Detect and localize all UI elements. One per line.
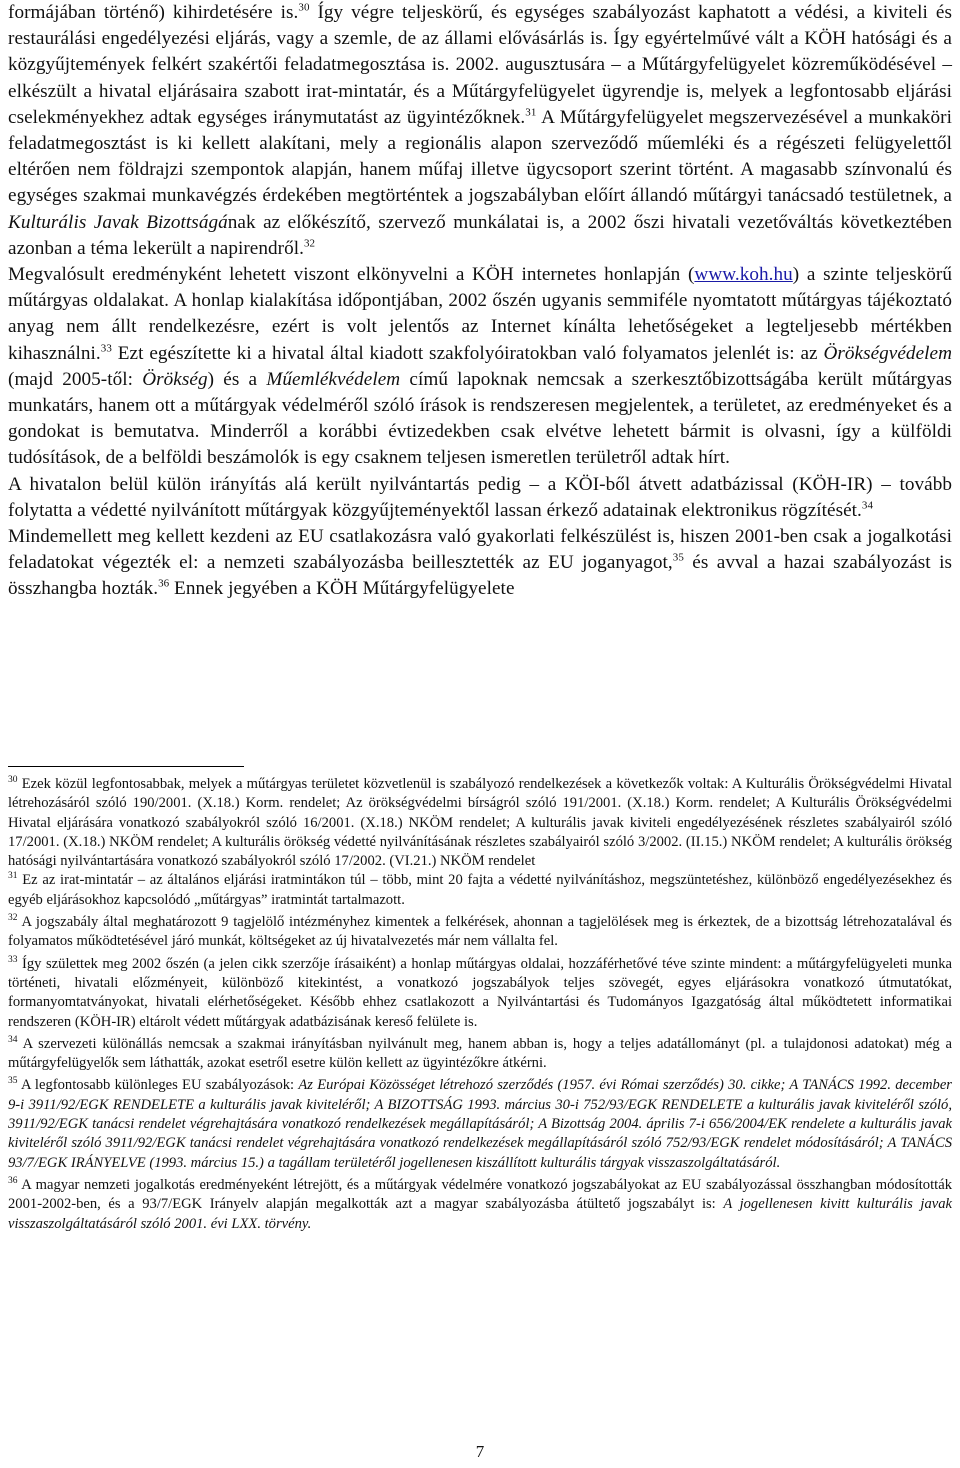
text-run: ) a szinte teljeskörű műtárgyas oldalakat. A honlap kialakítása időpontjában, 2002 őszén ugyanis semmiféle nyomtatott műtárgyas tájékoztató anyag nem állt rendelkezésre, ezért is volt jelentős az Internet kínálta lehetőségeket a legteljesebb mértékben kihasználni. bbox=[8, 264, 952, 364]
emphasis: Kulturális Javak Bizottságá bbox=[8, 211, 228, 233]
text-run: Ezt egészítette ki a hivatal által kiadott szakfolyóiratokban való folyamatos jelenlét is: az bbox=[111, 342, 824, 364]
footnote-number: 32 bbox=[8, 913, 18, 924]
emphasis: Örökségvédelem bbox=[823, 342, 952, 364]
text-run: A hivatalon belül külön irányítás alá került nyilvántartás pedig – a KÖI-ből átvett adatbázissal (KÖH-IR) – tovább folytatta a védetté nyilvánított műtárgyak közgyűjteményektől lassan érkező adatainak elektronikus rögzítését. bbox=[8, 473, 952, 521]
footnote bbox=[8, 1035, 952, 1074]
footnote-text-italic: A jogellenesen kivitt kulturális javak visszaszolgáltatásáról szóló 2001. évi LXX. törvény. bbox=[8, 1196, 953, 1232]
footnote bbox=[8, 913, 952, 952]
footnote-text: Ez az irat-mintatár – az általános eljárási iratmintákon túl – több, mint 20 fajta a védetté nyilvánításhoz, megszüntetéshez, különböző engedélyezésekhez és egyéb eljárásokhoz kapcsolódó „műtárgyas” iratmintát tartalmazott. bbox=[8, 872, 952, 908]
footnote-ref[interactable]: 31 bbox=[525, 106, 537, 119]
paragraph bbox=[8, 524, 952, 603]
footnote-number: 35 bbox=[8, 1076, 18, 1087]
paragraph bbox=[8, 262, 952, 472]
footnote-text: A szervezeti különállás nemcsak a szakmai irányításban nyilvánult meg, hanem abban is, hogy a teljes adatállományt (pl. a tulajdonosi adatokat) még a műtárgyfelügyelők sem láthatták, azokat esetről esetre külön kellett az ügyintézőkre átkérni. bbox=[8, 1035, 952, 1072]
text-run: Ennek jegyében a KÖH Műtárgyfelügyelete bbox=[169, 578, 515, 600]
emphasis: Örökség bbox=[142, 368, 208, 390]
text-run: Így végre teljeskörű, és egységes szabályozást kaphatott a védési, a kiviteli és restaurálási engedélyezési eljárás, vagy a szemle, de az állami elővásárlás is. Így egyértelművé vált a KÖH hatósági és a közgyűjtemények felkért szakértői feladatmegosztása is. 2002. augusztusára – a Műtárgyfelügyelet közreműködésével – elkészült a hivatal eljárásaira szabott irat-mintatár, és a Műtárgyfelügyelet ügyrendje is, melyek a legfontosabb eljárási cselekményekhez adtak egységes iránymutatást az ügyintézőknek. bbox=[8, 2, 952, 128]
text-run: című lapoknak nemcsak a szerkesztőbizottságába került műtárgyas munkatárs, hanem ott a műtárgyak védelméről szóló írások is rendszeresen megjelentek, a területet, az eredményeket és a gondokat is bemutatva. Minderről a korábbi évtizedekben csak elvétve lehetett bármit is olvasni, így a külföldi tudósítások, de a belföldi beszámolók is egy csaknem teljesen ismeretlen területről adtak hírt. bbox=[8, 368, 952, 469]
page-number: 7 bbox=[475, 1442, 485, 1461]
footnote bbox=[8, 1076, 952, 1172]
text-run: és avval a hazai szabályozást is összhangba hozták. bbox=[8, 552, 952, 600]
paragraph bbox=[8, 472, 952, 524]
text-run: A Műtárgyfelügyelet megszervezésével a munkaköri feladatmegosztást is ki kellett alakítani, mely a regionális alapon szerveződő műemléki és a régészeti felügyelettől eltérően nem földrajzi szempontok alapján, hanem műfaj illetve ügycsoport szerint történt. A magasabb színvonalú és egységes szakmai munkavégzés érdekében megtörténtek a jogszabályban előírt állandó műtárgyi tanácsadó testületnek, a bbox=[8, 106, 952, 207]
text-run: ) és a bbox=[207, 368, 267, 390]
footnote-ref[interactable]: 33 bbox=[100, 342, 112, 355]
footnote-number: 36 bbox=[8, 1176, 18, 1187]
footnote-ref[interactable]: 34 bbox=[861, 499, 874, 512]
text-run: Mindemellett meg kellett kezdeni az EU csatlakozásra való gyakorlati felkészülést is, hiszen 2001-ben csak a jogalkotási feladatokat végezték el: a nemzeti szabályozásba beillesztették az EU joganyagot, bbox=[8, 526, 952, 574]
footnote-number: 34 bbox=[8, 1035, 18, 1045]
footnote-separator bbox=[8, 766, 244, 767]
footnote bbox=[8, 871, 952, 910]
footnote-text: Így születtek meg 2002 őszén (a jelen cikk szerzője írásaiként) a honlap műtárgyas oldalai, hozzáférhetővé téve szinte mindent: a műtárgyfelügyeleti munka történeti, hivatali előzményeit, különböző kitekintést, a vonatkozó jogszabályok teljes szövegét, egyes eljárásokra vonatkozó útmutatókat, formanyomtatványokat, hivatali elérhetőségeket. Később ehhez csatlakozott a Nyilvántartási és Tudományos Igazgatóság által működtetett informatikai rendszeren (KÖH-IR) eltárolt védett műtárgyak adatbázisának kereső felülete is. bbox=[8, 955, 952, 1030]
footnote-number: 31 bbox=[8, 871, 18, 882]
text-run: (majd 2005-től: bbox=[8, 368, 143, 390]
footnote-ref[interactable]: 35 bbox=[672, 551, 684, 564]
footnote bbox=[8, 955, 952, 1032]
footnote-ref[interactable]: 30 bbox=[298, 1, 310, 14]
footnote-text: Ezek közül legfontosabbak, melyek a műtárgyas területet közvetlenül is szabályozó rendelkezések a következők voltak: A Kulturális Örökségvédelmi Hivatal létrehozásáról szóló 190/2001. (X.18.) Korm. rendelet; Az örökségvédelmi bírságról szóló 191/2001. (X.18.) Korm. rendelet; A Kulturális Örökségvédelmi Hivatal eljárására vonatkozó szabályokról szóló 16/2001. (X.18.) NKÖM rendelet; A kulturális javak kiviteli engedélyezésének részletes szabályairól szóló 17/2001. (X.18.) NKÖM rendelet; A kulturális örökség védetté nyilvánításának részletes szabályairól szóló 3/2002. (II.15.) NKÖM rendelet; A kulturális örökség hatósági nyilvántartására vonatkozó szabályokról szóló 17/2002. (VI.21.) NKÖM rendelet bbox=[8, 776, 952, 870]
footnote-text: A jogszabály által meghatározott 9 tagjelölő intézményhez kimentek a felkérések, ahonnan a tagjelölések meg is érkeztek, de a bizottság létrehozatalával és folyamatos működtetésével járó munkát, költségeket az új hivatalvezetés már nem vállalta fel. bbox=[8, 914, 952, 950]
footnote bbox=[8, 1176, 952, 1234]
website-link[interactable]: www.koh.hu bbox=[694, 264, 793, 286]
footnote-number: 33 bbox=[8, 954, 18, 965]
text-run: nak az előkészítő, szervező munkálatai is, a 2002 őszi hivatali vezetőváltás következtében azonban a téma lekerült a napirendről. bbox=[8, 211, 952, 259]
main-text bbox=[8, 0, 952, 603]
paragraph bbox=[8, 0, 952, 262]
footnote-text: A legfontosabb különleges EU szabályozások: bbox=[17, 1077, 299, 1094]
footnote-number: 30 bbox=[8, 775, 18, 786]
emphasis: Műemlékvédelem bbox=[266, 368, 401, 390]
footnote-ref[interactable]: 32 bbox=[303, 237, 316, 250]
footnote-ref[interactable]: 36 bbox=[158, 578, 170, 591]
footnote bbox=[8, 775, 952, 871]
footnotes bbox=[8, 775, 952, 1234]
footnote-text-italic: Az Európai Közösséget létrehozó szerződés (1957. évi Római szerződés) 30. cikke; A TANÁCS 1992. december 9-i 3911/92/EGK RENDELETE a kulturális javak kiviteléről; A BIZOTTSÁG 1993. március 30-i 752/93/EGK RENDELETE a kulturális javak kiviteléről szóló, 3911/92/EGK tanácsi rendelet végrehajtására vonatkozó rendelkezések megállapításáról; A Bizottság 2004. április 7-i 656/2004/EK rendelete a kulturális javak kiviteléről szóló 3911/92/EGK tanácsi rendelet végrehajtására vonatkozó rendelkezések megállapításáról szóló 752/93/EGK rendelet módosításáról; A TANÁCS 93/7/EGK IRÁNYELVE (1993. március 15.) a tagállam területéről jogellenesen kiszállított kulturális tárgyak visszaszolgáltatásáról. bbox=[8, 1077, 952, 1171]
text-run: formájában történő) kihirdetésére is. bbox=[8, 2, 299, 23]
text-run: Megvalósult eredményként lehetett viszont elkönyvelni a KÖH internetes honlapján ( bbox=[8, 264, 695, 286]
footnote-text: A magyar nemzeti jogalkotás eredményeként létrejött, és a műtárgyak védelmére vonatkozó jogszabályokat az EU szabályozással összhangban módosították 2001-2002-ben, és a 93/7/EGK Irányelv alapján megalkották azt a magyar szabályozásba átültető jogszabályt is: bbox=[8, 1176, 952, 1213]
